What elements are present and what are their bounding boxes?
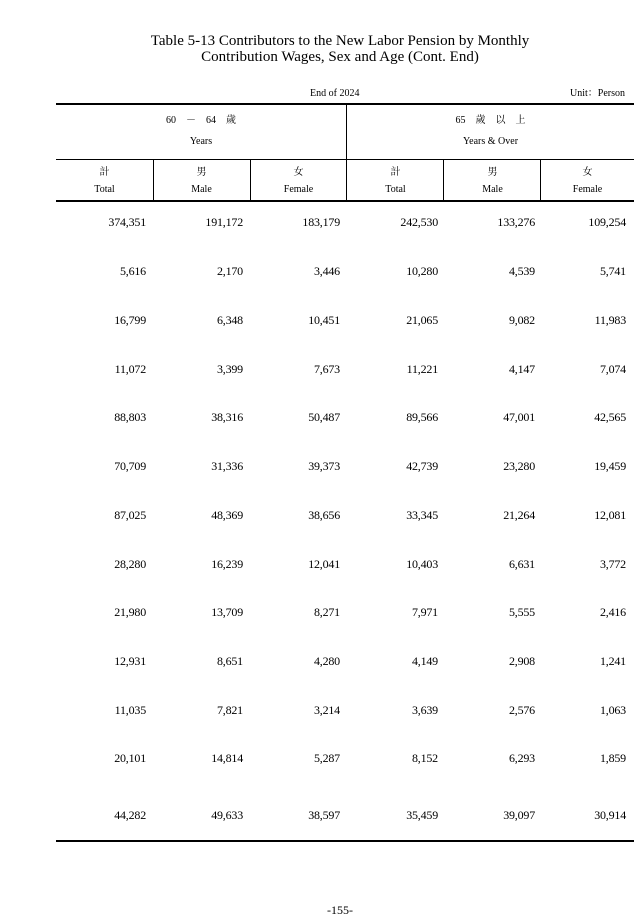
table-cell: 42,739 [406, 459, 438, 473]
table-cell: 35,459 [406, 808, 438, 822]
table-cell: 10,280 [406, 264, 438, 278]
table-cell: 11,035 [114, 703, 146, 717]
column-header-zh: 男 [196, 167, 207, 178]
column-header-zh: 女 [582, 167, 593, 178]
table-cell: 10,403 [406, 557, 438, 571]
group-header-en: Years [189, 136, 213, 147]
table-cell: 4,149 [411, 654, 438, 668]
table-cell: 30,914 [594, 808, 626, 822]
header-divider-rule [56, 159, 634, 160]
table-cell: 109,254 [588, 215, 626, 229]
table-cell: 8,271 [313, 605, 340, 619]
table-cell: 70,709 [114, 459, 146, 473]
table-cell: 6,348 [216, 313, 243, 327]
table-cell: 7,821 [216, 703, 243, 717]
table-cell: 374,351 [108, 215, 146, 229]
table-bottom-rule [56, 840, 634, 842]
table-cell: 1,063 [599, 703, 626, 717]
table-cell: 31,336 [211, 459, 243, 473]
group-header-en: Years & Over [462, 136, 519, 147]
table-cell: 7,074 [599, 362, 626, 376]
table-cell: 50,487 [308, 410, 340, 424]
table-cell: 44,282 [114, 808, 146, 822]
column-header-zh: 計 [390, 167, 401, 178]
table-cell: 3,446 [313, 264, 340, 278]
table-cell: 88,803 [114, 410, 146, 424]
table-cell: 21,264 [503, 508, 535, 522]
table-title-line-1: Table 5-13 Contributors to the New Labor Pension by Monthly [150, 33, 530, 49]
table-cell: 12,041 [308, 557, 340, 571]
table-cell: 38,597 [308, 808, 340, 822]
column-header-zh: 計 [99, 167, 110, 178]
table-cell: 5,741 [599, 264, 626, 278]
column-header-en: Male [482, 184, 503, 195]
unit-label: Unit：Person [570, 88, 625, 99]
column-header-en: Total [94, 184, 115, 195]
table-cell: 7,673 [313, 362, 340, 376]
table-cell: 2,908 [508, 654, 535, 668]
table-cell: 11,072 [114, 362, 146, 376]
table-cell: 5,555 [508, 605, 535, 619]
table-cell: 3,772 [599, 557, 626, 571]
column-header-zh: 男 [487, 167, 498, 178]
table-cell: 5,287 [313, 751, 340, 765]
table-cell: 10,451 [308, 313, 340, 327]
table-cell: 7,971 [411, 605, 438, 619]
table-cell: 12,081 [594, 508, 626, 522]
group-header-zh: 65 歲 以 上 [455, 115, 526, 126]
table-cell: 4,539 [508, 264, 535, 278]
table-cell: 16,799 [114, 313, 146, 327]
table-cell: 21,980 [114, 605, 146, 619]
table-cell: 191,172 [205, 215, 243, 229]
table-cell: 39,097 [503, 808, 535, 822]
table-cell: 3,399 [216, 362, 243, 376]
table-cell: 38,316 [211, 410, 243, 424]
table-cell: 6,631 [508, 557, 535, 571]
table-title-line-2: Contribution Wages, Sex and Age (Cont. End) [201, 49, 479, 65]
table-cell: 6,293 [508, 751, 535, 765]
table-cell: 47,001 [503, 410, 535, 424]
table-top-rule [56, 103, 634, 105]
table-cell: 39,373 [308, 459, 340, 473]
table-cell: 20,101 [114, 751, 146, 765]
table-cell: 38,656 [308, 508, 340, 522]
table-cell: 42,565 [594, 410, 626, 424]
table-cell: 242,530 [400, 215, 438, 229]
table-cell: 8,152 [411, 751, 438, 765]
table-cell: 12,931 [114, 654, 146, 668]
table-cell: 28,280 [114, 557, 146, 571]
table-cell: 183,179 [302, 215, 340, 229]
table-cell: 49,633 [211, 808, 243, 822]
header-bottom-rule [56, 200, 634, 202]
table-cell: 1,241 [599, 654, 626, 668]
table-cell: 8,651 [216, 654, 243, 668]
column-header-en: Male [191, 184, 212, 195]
table-cell: 1,859 [599, 751, 626, 765]
table-cell: 11,221 [406, 362, 438, 376]
table-cell: 21,065 [406, 313, 438, 327]
column-header-en: Female [283, 184, 314, 195]
table-cell: 16,239 [211, 557, 243, 571]
table-cell: 33,345 [406, 508, 438, 522]
table-cell: 19,459 [594, 459, 626, 473]
table-cell: 2,416 [599, 605, 626, 619]
table-cell: 3,639 [411, 703, 438, 717]
table-cell: 3,214 [313, 703, 340, 717]
table-cell: 13,709 [211, 605, 243, 619]
table-cell: 9,082 [508, 313, 535, 327]
table-cell: 48,369 [211, 508, 243, 522]
table-cell: 4,280 [313, 654, 340, 668]
table-cell: 2,170 [216, 264, 243, 278]
column-header-en: Female [572, 184, 603, 195]
table-cell: 87,025 [114, 508, 146, 522]
period-label: End of 2024 [310, 88, 360, 99]
column-header-zh: 女 [293, 167, 304, 178]
table-cell: 133,276 [497, 215, 535, 229]
page-number: -155- [327, 903, 353, 917]
table-cell: 5,616 [119, 264, 146, 278]
table-cell: 89,566 [406, 410, 438, 424]
table-cell: 14,814 [211, 751, 243, 765]
table-cell: 4,147 [508, 362, 535, 376]
table-cell: 23,280 [503, 459, 535, 473]
column-header-en: Total [385, 184, 406, 195]
table-cell: 2,576 [508, 703, 535, 717]
group-header-zh: 60 － 64 歲 [166, 115, 236, 126]
table-cell: 11,983 [594, 313, 626, 327]
